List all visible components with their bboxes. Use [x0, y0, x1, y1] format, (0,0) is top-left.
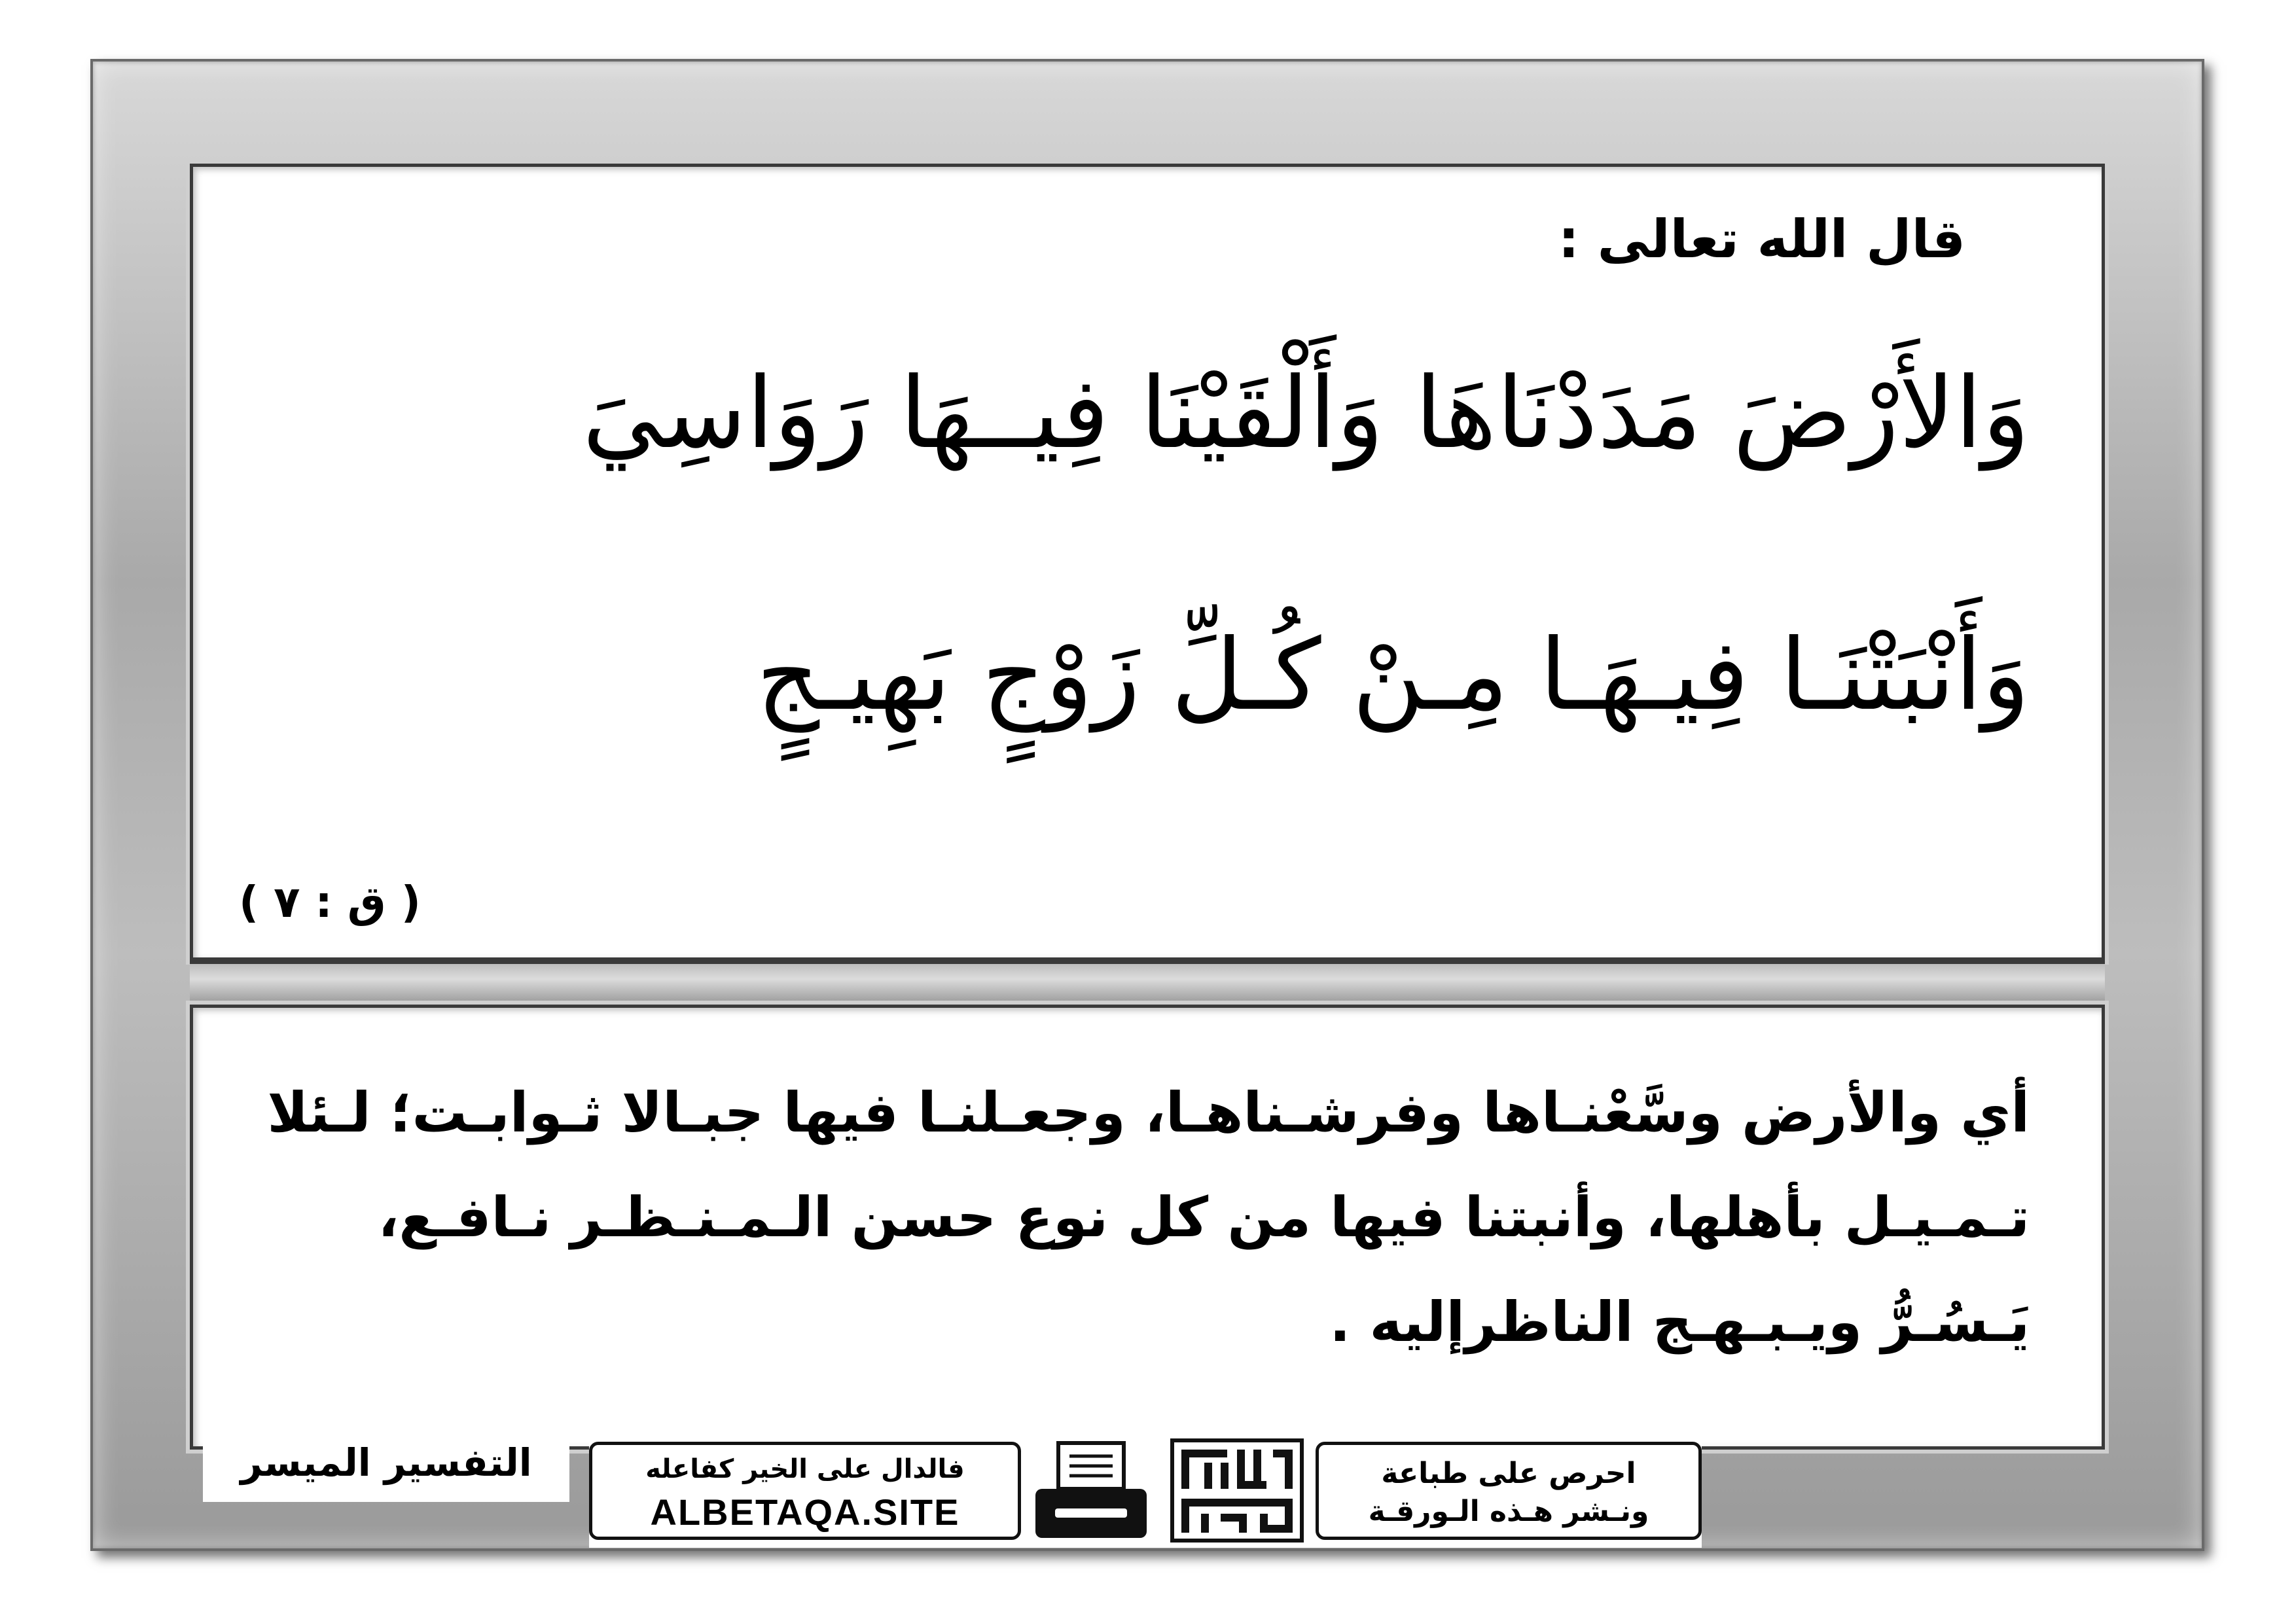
printer-icon: [1029, 1436, 1153, 1544]
panel-divider: [190, 961, 2105, 1005]
footer-print-line-2: ونـشر هـذه الـورقـة: [1368, 1495, 1649, 1528]
footer-motto: فالدال على الخير كفاعله: [645, 1454, 965, 1484]
footer-print-box: [1316, 1442, 1702, 1540]
tafsir-source: التفسير الميسر: [203, 1430, 569, 1502]
footer-bar: [589, 1436, 1702, 1548]
footer-site-box: [589, 1442, 1021, 1540]
verse-line-2: وَأَنْبَتْنَـا فِيـهَـا مِـنْ كُـلِّ زَوْجٍ بَهِيـجٍ: [756, 618, 2030, 732]
verse-panel: [190, 164, 2105, 961]
verse-reference: ( ق : ٧ ): [239, 877, 421, 927]
footer-site: ALBETAQA.SITE: [650, 1491, 960, 1533]
footer-print-line-1: احرص على طباعة: [1381, 1457, 1636, 1490]
verse-line-1: وَالأَرْضَ مَدَدْنَاهَا وَأَلْقَيْنَا فِيــهَا رَوَاسِيَ: [582, 357, 2030, 471]
tafsir-text: أي والأرض وسَّعْنـاها وفرشـناهـا، وجعـلنـا فيها جبـالا ثـوابـت؛ لـئلا تـمـيـل بأهلها، وأنبتنا فيها من كل نوع حسن الـمـنـظـر نـافـع، يَـسُـرُّ ويـبـهـج الناظرإليه .: [267, 1080, 2030, 1354]
tafsir-panel: [190, 1005, 2105, 1450]
heading: قال الله تعالى :: [1558, 209, 1965, 270]
dawat-al-waraqa-logo-icon: [1168, 1436, 1306, 1544]
